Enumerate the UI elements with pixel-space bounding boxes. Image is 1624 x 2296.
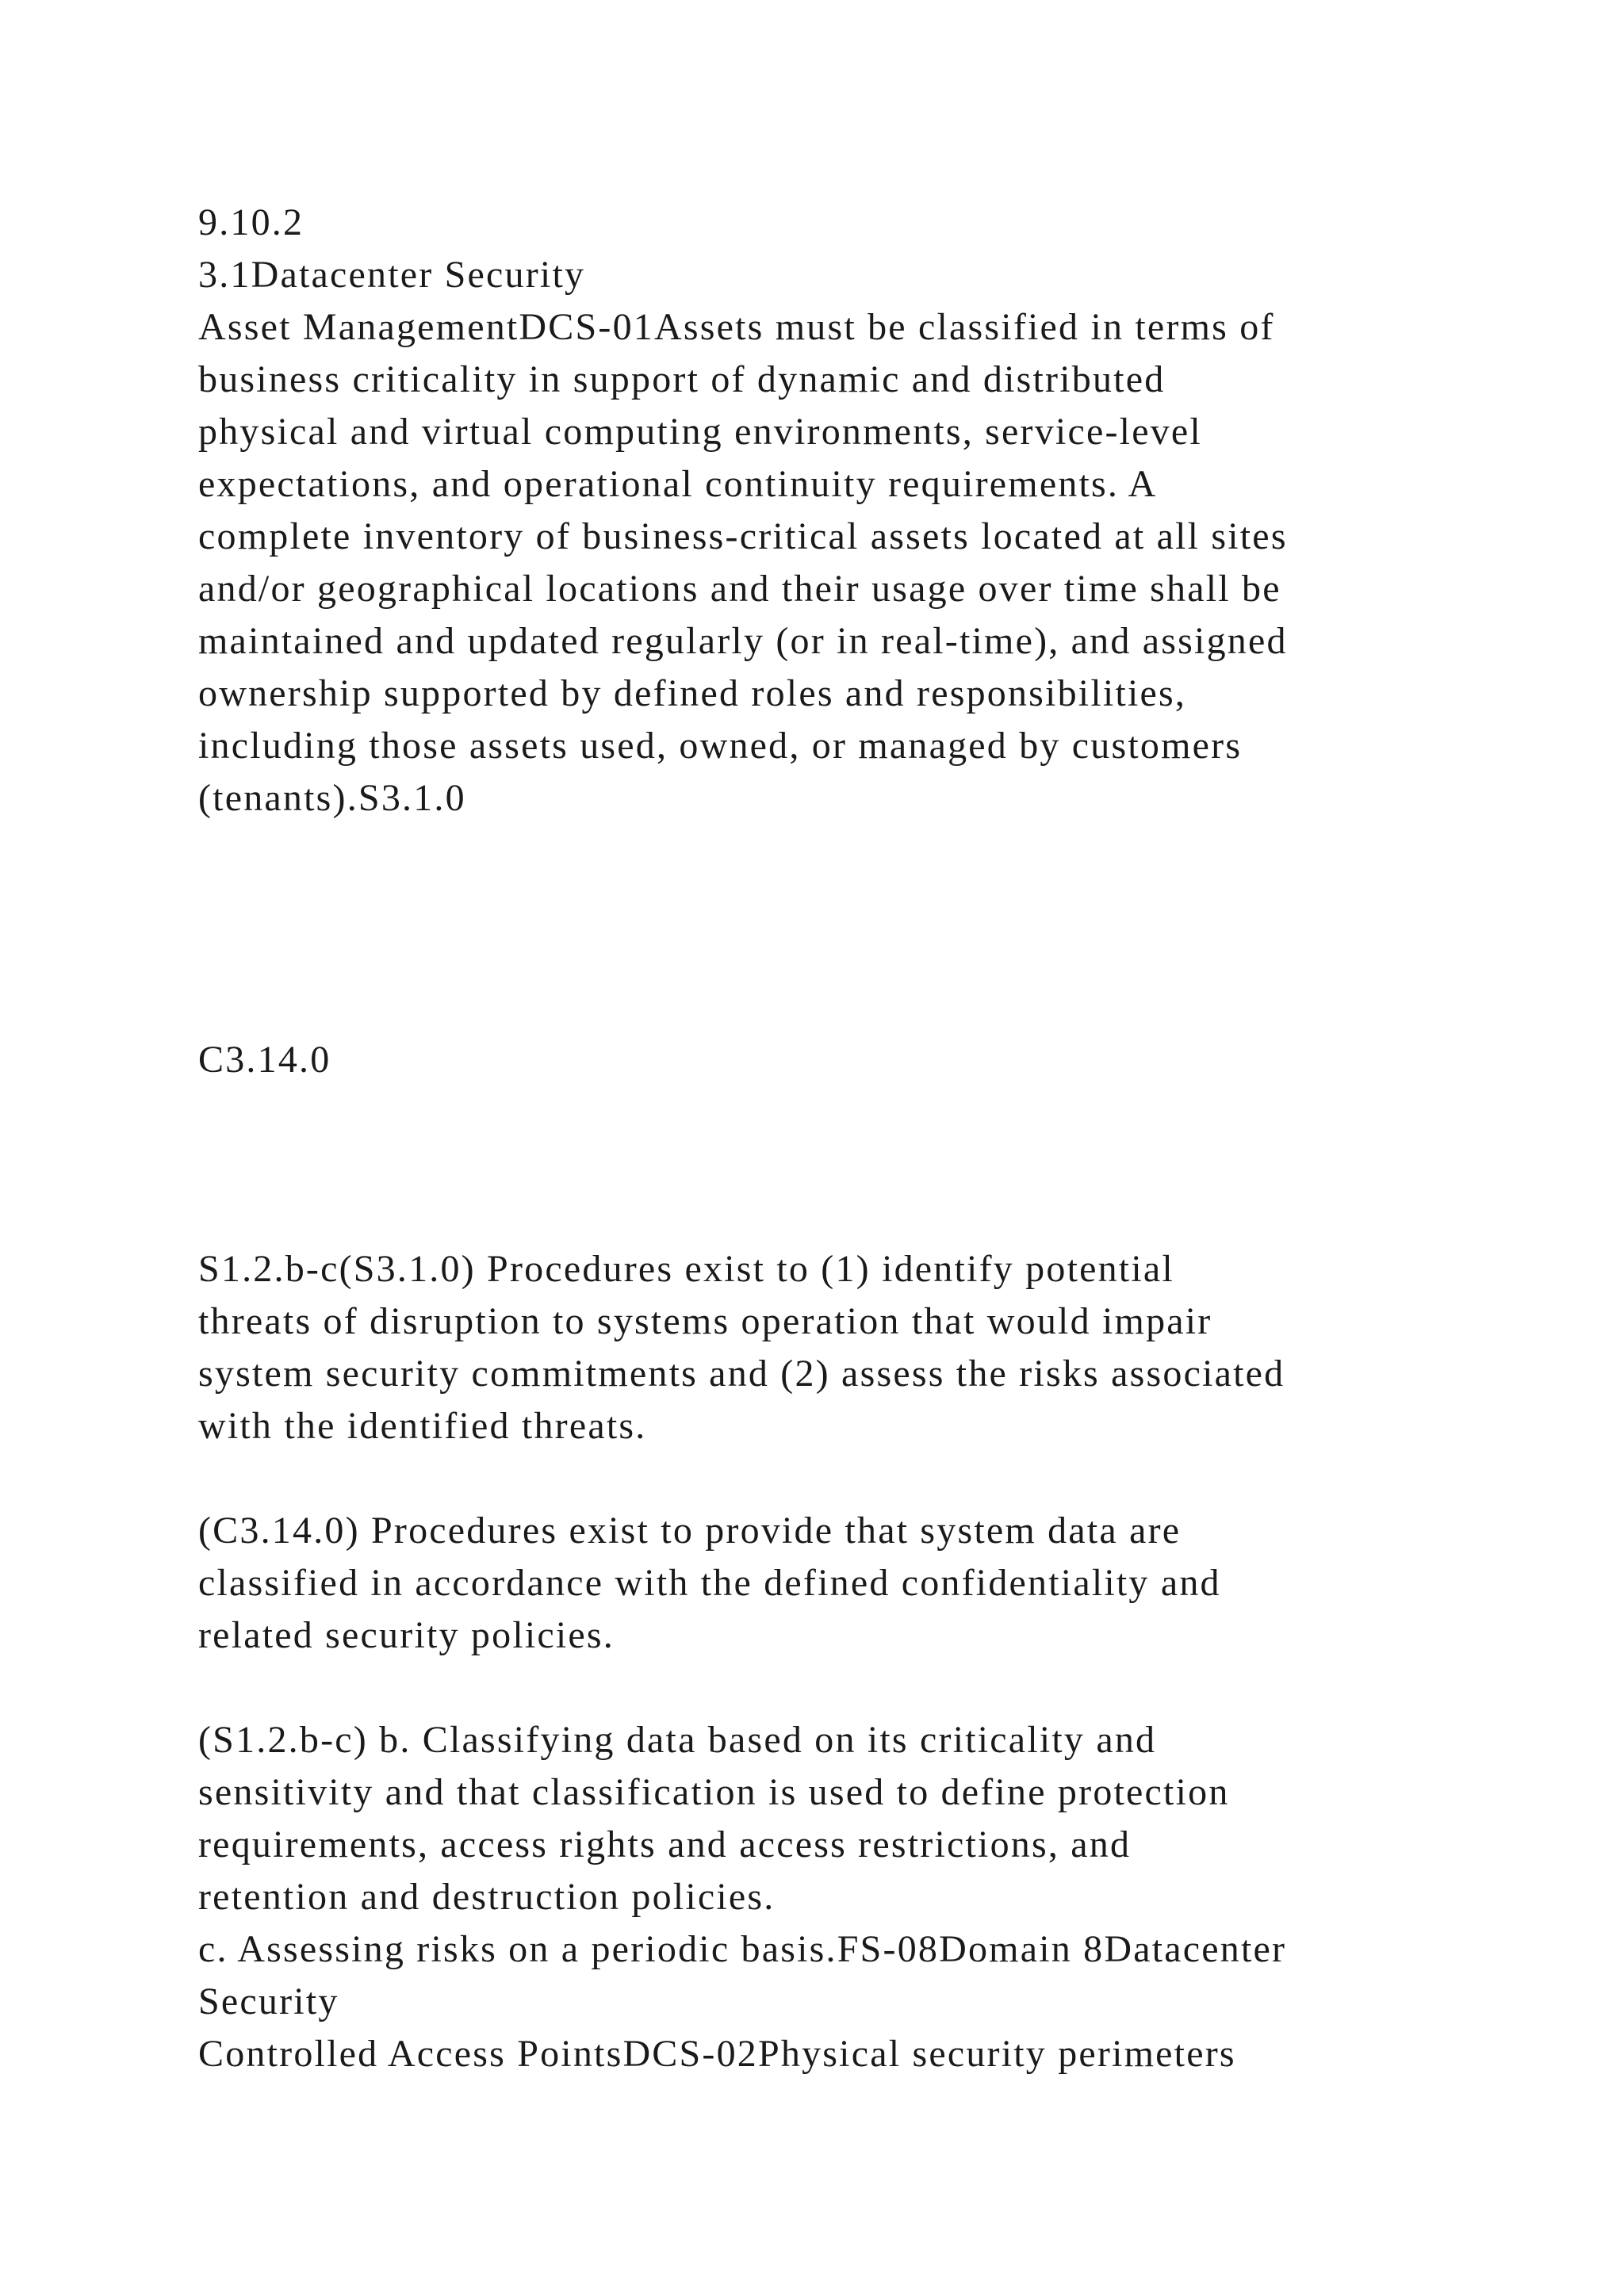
- risk-assessment-paragraph: [198, 1714, 1507, 2080]
- procedures-paragraph: [198, 1243, 1507, 1452]
- control-text-line: ownership supported by defined roles and responsibilities,: [198, 672, 1187, 714]
- criteria-code: C3.14.0: [198, 1039, 331, 1081]
- control-text-line: expectations, and operational continuity requirements. A: [198, 463, 1158, 505]
- asset-management-section: [198, 197, 1507, 825]
- paragraph-line: with the identified threats.: [198, 1405, 647, 1447]
- control-text-line: complete inventory of business-critical assets located at all sites: [198, 515, 1288, 557]
- paragraph-line: threats of disruption to systems operation that would impair: [198, 1300, 1212, 1342]
- paragraph-line: (C3.14.0) Procedures exist to provide that system data are: [198, 1510, 1182, 1552]
- control-text-line: and/or geographical locations and their usage over time shall be: [198, 568, 1281, 610]
- paragraph-line: Security: [198, 1980, 339, 2022]
- paragraph-line: Controlled Access PointsDCS-02Physical security perimeters: [198, 2033, 1236, 2075]
- control-text-line: business criticality in support of dynamic and distributed: [198, 358, 1166, 400]
- control-text-line: including those assets used, owned, or managed by customers: [198, 725, 1243, 767]
- paragraph-line: retention and destruction policies.: [198, 1876, 776, 1918]
- criteria-reference: [198, 1034, 1507, 1086]
- paragraph-line: c. Assessing risks on a periodic basis.FS-08Domain 8Datacenter: [198, 1928, 1287, 1970]
- paragraph-line: related security policies.: [198, 1614, 615, 1656]
- paragraph-line: classified in accordance with the defined confidentiality and: [198, 1562, 1221, 1604]
- control-text-line: Asset ManagementDCS-01Assets must be classified in terms of: [198, 306, 1275, 348]
- control-text-line: physical and virtual computing environments, service-level: [198, 411, 1202, 453]
- paragraph-line: S1.2.b-c(S3.1.0) Procedures exist to (1) identify potential: [198, 1248, 1174, 1290]
- control-text-line: maintained and updated regularly (or in real-time), and assigned: [198, 620, 1288, 662]
- paragraph-line: requirements, access rights and access restrictions, and: [198, 1823, 1132, 1866]
- paragraph-line: (S1.2.b-c) b. Classifying data based on its criticality and: [198, 1719, 1157, 1761]
- paragraph-line: system security commitments and (2) assess the risks associated: [198, 1353, 1285, 1395]
- control-text-line: (tenants).S3.1.0: [198, 777, 466, 819]
- section-heading: 3.1Datacenter Security: [198, 254, 586, 296]
- section-number: 9.10.2: [198, 201, 304, 243]
- classification-paragraph: [198, 1505, 1507, 1662]
- paragraph-line: sensitivity and that classification is used to define protection: [198, 1771, 1230, 1813]
